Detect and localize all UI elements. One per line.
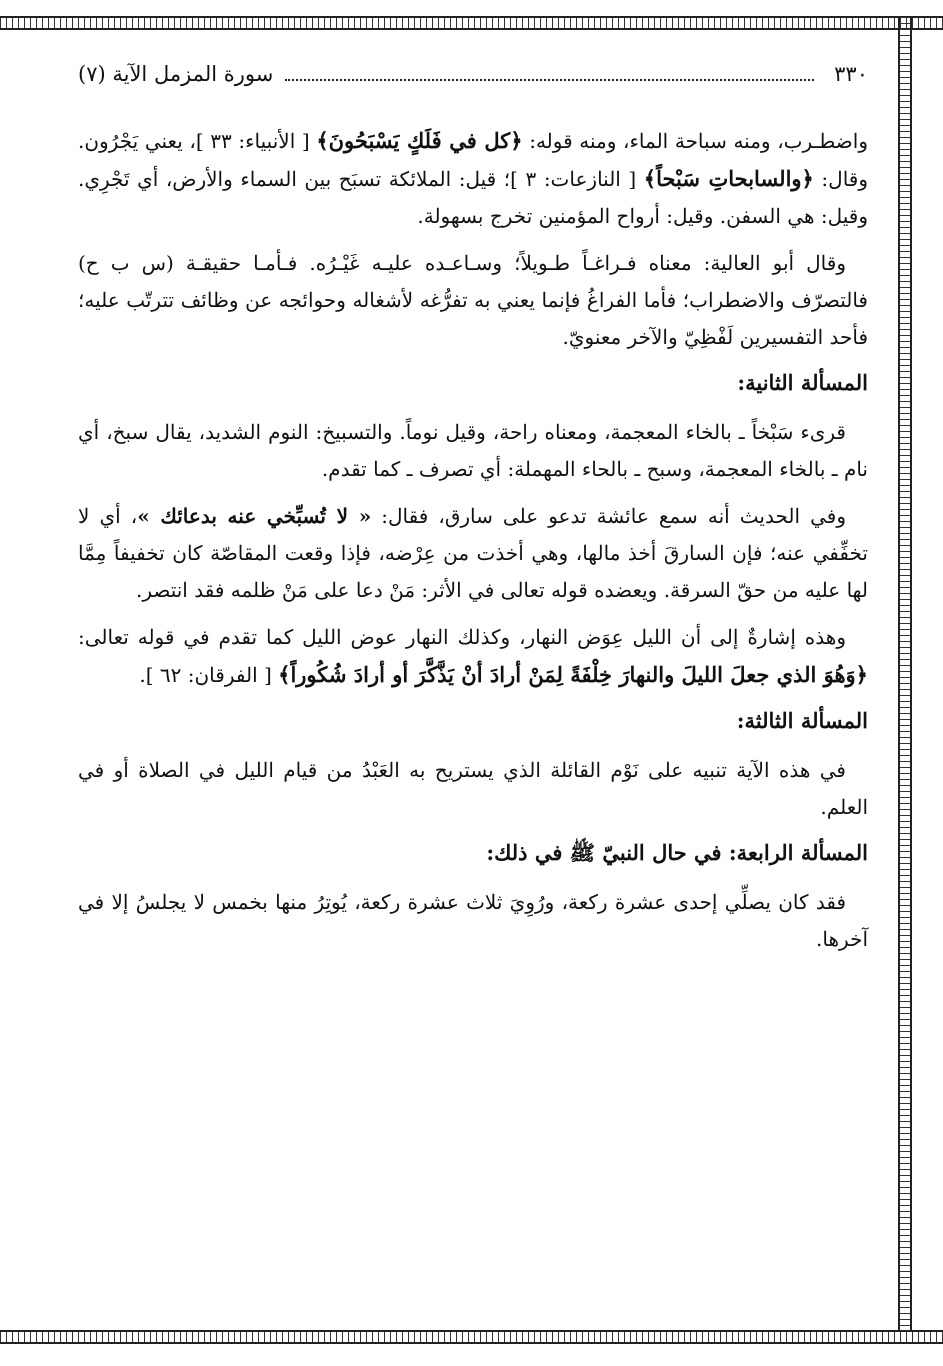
paragraph-4 xyxy=(78,498,868,609)
decorative-border-bottom xyxy=(0,1330,943,1344)
page-body xyxy=(78,62,868,968)
decorative-border-right xyxy=(898,16,912,1344)
paragraph-1 xyxy=(78,122,868,235)
paragraph-5 xyxy=(78,619,868,694)
sura-title: سورة المزمل الآية (٧) xyxy=(78,62,274,86)
paragraph-6: في هذه الآية تنبيه على نَوْم القائلة الذي يستريح به العَبْدُ من قيام الليل في الصلاة أو في العلم. xyxy=(78,758,868,819)
section-heading-2: المسألة الثانية: xyxy=(737,370,868,395)
header-dot-leader xyxy=(285,67,814,81)
running-header xyxy=(78,62,868,102)
paragraph-1-text-a: واضطـرب، ومنه سباحة الماء، ومنه قوله: xyxy=(522,129,868,153)
hadith-quote: « لا تُسبِّخي عنه بدعائك » xyxy=(137,504,372,528)
quran-quote-3: ﴿وَهُوَ الذي جعلَ الليلَ والنهارَ خِلْفَةً لِمَنْ أرادَ أنْ يَذَّكَّرَ أو أرادَ شُكُوراً﴾ xyxy=(278,662,868,687)
section-heading-4: المسألة الرابعة: في حال النبيّ ﷺ في ذلك: xyxy=(486,840,868,865)
paragraph-7: فقد كان يصلِّي إحدى عشرة ركعة، ورُوِيَ ثلاث عشرة ركعة، يُوتِرُ منها بخمس لا يجلسُ إلا في آخرها. xyxy=(78,890,868,951)
paragraph-5-text-a: وهذه إشارةٌ إلى أن الليل عِوَض النهار، وكذلك النهار عوض الليل كما تقدم في قوله تعالى: xyxy=(78,625,846,649)
paragraph-1-text-b: [ الأنبياء: ٣٣ ]، يعني يَجْرُون. وقال: xyxy=(78,129,869,191)
paragraph-4-text-a: وفي الحديث أنه سمع عائشة تدعو على سارق، فقال: xyxy=(371,504,846,528)
quran-quote-1: ﴿كل في فَلَكٍ يَسْبَحُونَ﴾ xyxy=(316,128,523,153)
decorative-border-top xyxy=(0,16,943,30)
paragraph-3: قرىء سَبْخاً ـ بالخاء المعجمة، ومعناه راحة، وقيل نوماً. والتسبيخ: النوم الشديد، يقال سبخ، أي نام ـ بالخاء المعجمة، وسبح ـ بالحاء المهملة: أي تصرف ـ كما تقدم. xyxy=(78,420,868,481)
paragraph-2: وقال أبو العالية: معناه فـراغـاً طـويلاً؛ وسـاعـده عليـه غَيْـرُه. فـأمـا حقيقـة (س ب ح) فالتصرّف والاضطراب؛ فأما الفراغُ فإنما يعني به تفرُّغه لأشغاله وحوائجه عن وظائف تترتّب عليه؛ فأحد التفسيرين لَفْظِيّ والآخر معنويّ. xyxy=(78,251,868,349)
paragraph-4-text-b: ، أي لا تخفِّفي عنه؛ فإن السارقَ أخذ مالها، وهي أخذت من عِرْضه، فإذا وقعت المقاصّة كان تخفيفاً مِمَّا لها عليه من حقّ السرقة. ويعضده قوله تعالى في الأثر: مَنْ دعا على مَنْ ظلمه فقد انتصر. xyxy=(78,504,868,602)
page-number: ٣٣٠ xyxy=(834,62,868,86)
paragraph-1-text-c: [ النازعات: ٣ ]؛ قيل: الملائكة تسبَح بين السماء والأرض، أي تَجْرِي. وقيل: هي السفن. وقيل: أرواح المؤمنين تخرج بسهولة. xyxy=(78,167,868,228)
paragraph-5-text-b: [ الفرقان: ٦٢ ]. xyxy=(139,663,279,687)
section-heading-3: المسألة الثالثة: xyxy=(736,708,868,733)
quran-quote-2: ﴿والسابحاتِ سَبْحاً﴾ xyxy=(643,166,814,191)
